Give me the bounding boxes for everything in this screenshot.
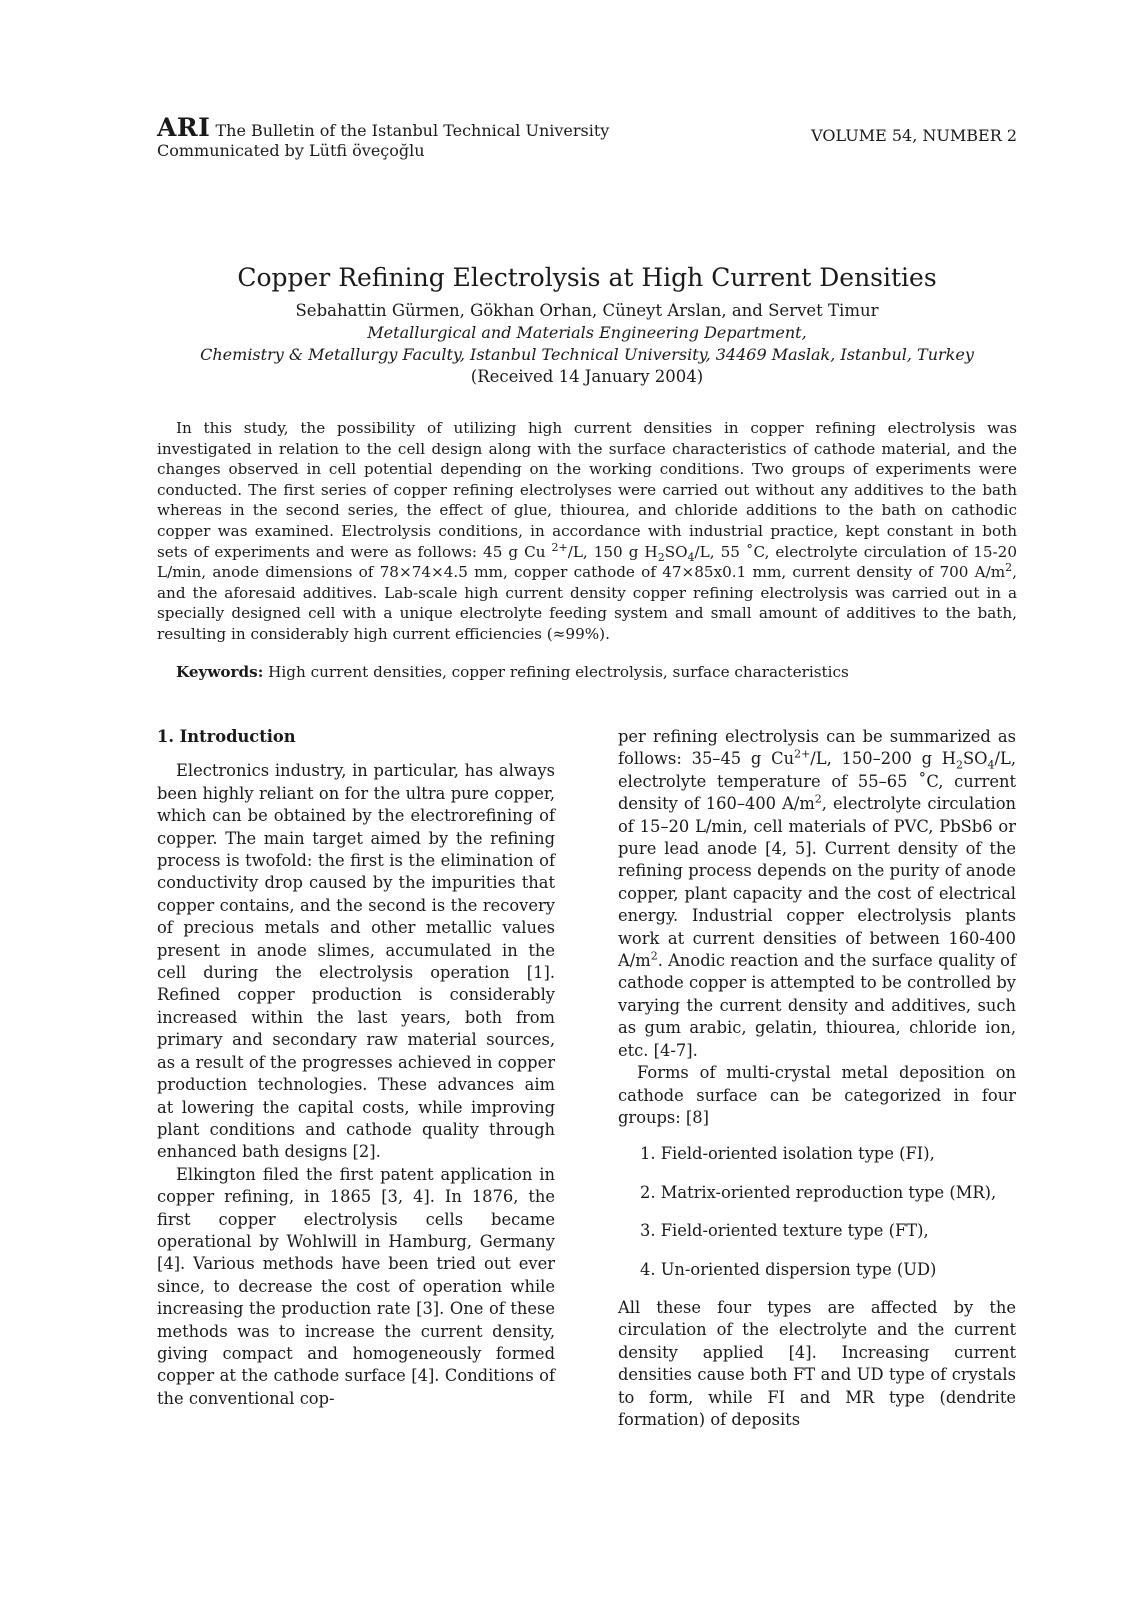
affiliation-department: Metallurgical and Materials Engineering Department,: [367, 323, 807, 342]
received-date: (Received 14 January 2004): [470, 367, 704, 386]
list-item: 4. Un-oriented dispersion type (UD): [640, 1259, 937, 1279]
p3-text-d: /L, electrolyte temperature of 55–65 ˚C, current density of 160–400 A/m: [618, 749, 1016, 814]
abstract-text-3: SO: [664, 542, 688, 561]
p3-sup-2: 2: [814, 792, 822, 806]
p3-sub-2: 4: [987, 758, 995, 772]
abstract-sup-2: 2: [1005, 561, 1013, 575]
p3-text-a: per refining electrolysis can be summarized as follows: 35–45 g Cu: [618, 727, 1016, 769]
list-item: 3. Field-oriented texture type (FT),: [640, 1221, 929, 1241]
p3-sub-1: 2: [956, 758, 963, 772]
keywords-text: High current densities, copper refining electrolysis, surface characteristics: [268, 663, 849, 681]
crystal-type-list: [618, 1143, 1016, 1281]
list-item: 2. Matrix-oriented reproduction type (MR),: [640, 1182, 997, 1202]
abstract-sub-2: 4: [687, 550, 695, 564]
abstract-text-4: /L, 55 ˚C, electrolyte circulation of 15-20 L/min, anode dimensions of 78×74×4.5 mm, copper cathode of 47×85x0.1 mm, current density of 700 A/m: [157, 542, 1018, 582]
volume-number: VOLUME 54, NUMBER 2: [811, 126, 1017, 145]
p3-text-b: /L, 150–200 g H: [810, 749, 956, 769]
intro-paragraph-2: Elkington filed the first patent application in copper refining, in 1865 [3, 4]. In 1876, the first copper electrolysis cells became operational by Wohlwill in Hamburg, Germany [4]. Various methods have been tried out ever since, to decrease the cost of operation while increasing the production rate [3]. One of these methods was to increase the current density, giving compact and homogeneously formed copper at the cathode surface [4]. Conditions of the conventional cop-: [157, 1164, 555, 1408]
intro-paragraph-5: All these four types are affected by the circulation of the electrolyte and the current density applied [4]. Increasing current densities cause both FT and UD type of crystals to form, while FI and MR type (dendrite formation) of deposits: [618, 1297, 1016, 1429]
keywords-label: Keywords:: [176, 663, 264, 681]
abstract-sup-1: 2+: [551, 540, 568, 554]
title-block: [157, 262, 1017, 388]
page-header: [157, 113, 1017, 161]
communicated-by: Communicated by Lütfi öveçoğlu: [157, 141, 425, 160]
keywords: [176, 662, 1016, 682]
p3-text-c: SO: [963, 749, 988, 769]
abstract-text-2: /L, 150 g H: [567, 542, 658, 561]
journal-abbreviation: ARI: [157, 113, 211, 142]
abstract-sub-1: 2: [657, 550, 665, 564]
list-item: 1. Field-oriented isolation type (FI),: [640, 1144, 935, 1164]
intro-paragraph-4: Forms of multi-crystal metal deposition on cathode surface can be categorized in four groups: [8]: [618, 1063, 1016, 1127]
abstract-text-1: In this study, the possibility of utilizing high current densities in copper refining electrolysis was investigated in relation to the cell design along with the surface characteristics of cathode material, and the changes observed in cell potential depending on the working conditions. Two groups of experiments were conducted. The first series of copper refining electrolyses were carried out without any additives to the bath whereas in the second series, the effect of glue, thiourea, and chloride additions to the bath on cathodic copper was examined. Electrolysis conditions, in accordance with industrial practice, kept constant in both sets of experiments and were as follows: 45 g Cu: [157, 419, 1017, 561]
paper-title: Copper Refining Electrolysis at High Current Densities: [237, 263, 937, 292]
right-column: [618, 726, 1016, 1431]
left-column: [157, 726, 555, 1410]
intro-paragraph-1: Electronics industry, in particular, has always been highly reliant on for the ultra pure copper, which can be obtained by the electrorefining of copper. The main target aimed by the refining process is twofold: the first is the elimination of conductivity drop caused by the impurities that copper contains, and the second is the recovery of precious metals and other metallic values present in anode slimes, accumulated in the cell during the electrolysis operation [1]. Refined copper production is considerably increased within the last years, both from primary and secondary raw material sources, as a result of the progresses achieved in copper production technologies. These advances aim at lowering the capital costs, while improving plant conditions and cathode quality through enhanced bath designs [2].: [157, 761, 555, 1162]
p3-text-e: , electrolyte circulation of 15–20 L/min, cell materials of PVC, PbSb6 or pure lead anode [4, 5]. Current density of the refining process depends on the purity of anode copper, plant capacity and the cost of electrical energy. Industrial copper electrolysis plants work at current densities of between 160-400 A/m: [618, 794, 1016, 971]
author-list: Sebahattin Gürmen, Gökhan Orhan, Cüneyt Arslan, and Servet Timur: [295, 301, 879, 320]
intro-paragraph-3: [618, 726, 1016, 1062]
abstract: [157, 418, 1017, 645]
journal-name: The Bulletin of the Istanbul Technical University: [215, 121, 610, 140]
p3-text-f: . Anodic reaction and the surface quality of cathode copper is attempted to be controlled by varying the current density and additives, such as gum arabic, gelatin, thiourea, chloride ion, etc. [4-7].: [618, 951, 1016, 1060]
affiliation-faculty: Chemistry & Metallurgy Faculty, Istanbul Technical University, 34469 Maslak, Istanbul, Turkey: [200, 345, 974, 364]
p3-sup-3: 2: [650, 949, 658, 963]
section-heading: 1. Introduction: [157, 727, 296, 746]
p3-sup-1: 2+: [794, 747, 811, 761]
abstract-text-5: , and the aforesaid additives. Lab-scale high current density copper refining electrolysis was carried out in a specially designed cell with a unique electrolyte feeding system and small amount of additives to the bath, resulting in considerably high current efficiencies (≈99%).: [157, 563, 1017, 643]
